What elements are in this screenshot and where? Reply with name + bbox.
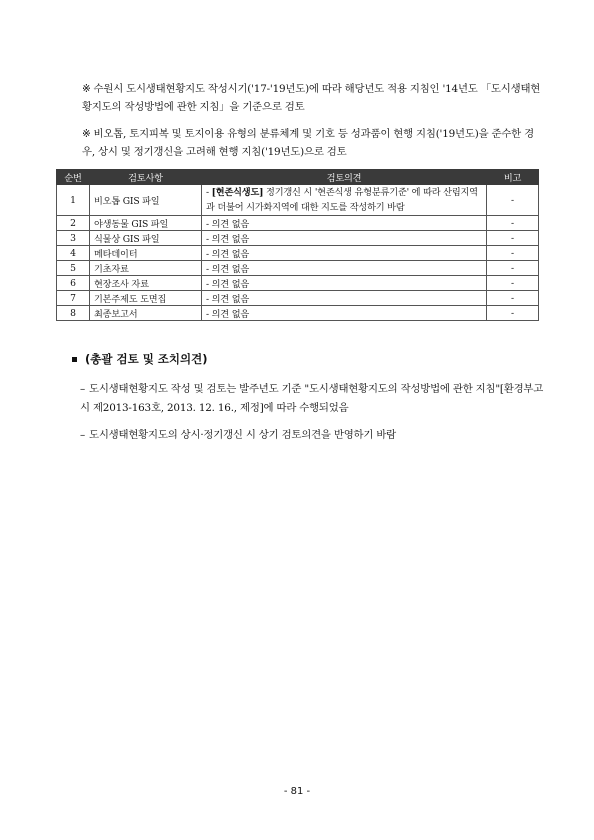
summary-item-text-1: 도시생태현황지도 작성 및 검토는 발주년도 기준 "도시생태현황지도의 작성방법에 관한 지침"[환경부고시 제2013-163호, 2013. 12. 16., 제정]에 따라 수행되었음 xyxy=(80,383,544,414)
row-note: - xyxy=(487,291,539,306)
row-number: 8 xyxy=(57,306,90,321)
row-number: 5 xyxy=(57,261,90,276)
note-paragraph-2 xyxy=(82,125,542,161)
note-text-1: 수원시 도시생태현황지도 작성시기('17-'19년도)에 따라 해당년도 적용 지침인 '14년도 「도시생태현황지도의 작성방법에 관한 지침」을 기준으로 검토 xyxy=(82,83,541,113)
dash-bullet: – xyxy=(80,383,85,395)
opinion-prefix: - xyxy=(206,187,212,198)
opinion-tag: [현존식생도] xyxy=(211,187,264,198)
table-row xyxy=(57,291,539,306)
row-item: 식물상 GIS 파일 xyxy=(90,231,202,246)
row-number: 6 xyxy=(57,276,90,291)
summary-heading-text: (총괄 검토 및 조치의견) xyxy=(85,352,208,366)
table-row xyxy=(57,216,539,231)
row-note: - xyxy=(487,216,539,231)
table-header-row xyxy=(57,170,539,185)
row-number: 3 xyxy=(57,231,90,246)
row-opinion: - 의견 없음 xyxy=(202,291,487,306)
row-opinion: - 의견 없음 xyxy=(202,216,487,231)
row-number: 7 xyxy=(57,291,90,306)
row-opinion: - 의견 없음 xyxy=(202,306,487,321)
table-row xyxy=(57,261,539,276)
review-table xyxy=(56,169,539,321)
square-bullet-icon xyxy=(72,357,77,362)
row-note: - xyxy=(487,306,539,321)
header-note: 비고 xyxy=(487,170,539,185)
table-row xyxy=(57,246,539,261)
table-row xyxy=(57,276,539,291)
row-item: 기본주제도 도면집 xyxy=(90,291,202,306)
header-no: 순번 xyxy=(57,170,90,185)
note-text-2: 비오톱, 토지피복 및 토지이용 유형의 분류체계 및 기호 등 성과품이 현행 지침('19년도)을 준수한 경우, 상시 및 정기갱신을 고려해 현행 지침('19년도)으로 검토 xyxy=(82,128,534,158)
table-row xyxy=(57,185,539,216)
row-number: 4 xyxy=(57,246,90,261)
row-opinion: - 의견 없음 xyxy=(202,276,487,291)
row-note: - xyxy=(487,276,539,291)
row-number: 1 xyxy=(57,185,90,216)
row-note: - xyxy=(487,231,539,246)
table-row xyxy=(57,231,539,246)
row-item: 야생동물 GIS 파일 xyxy=(90,216,202,231)
opinion-text: 정기갱신 시 '현존식생 유형분류기준' 에 따라 산림지역과 더불어 시가화지역에 대한 지도를 작성하기 바람 xyxy=(206,187,478,213)
reference-mark: ※ xyxy=(82,128,91,140)
row-note: - xyxy=(487,246,539,261)
row-note: - xyxy=(487,185,539,216)
summary-item-text-2: 도시생태현황지도의 상시·정기갱신 시 상기 검토의견을 반영하기 바람 xyxy=(89,429,397,441)
row-number: 2 xyxy=(57,216,90,231)
reference-mark: ※ xyxy=(82,83,91,95)
row-opinion xyxy=(202,185,487,216)
dash-bullet: – xyxy=(80,429,85,441)
row-item: 비오톱 GIS 파일 xyxy=(90,185,202,216)
row-note: - xyxy=(487,261,539,276)
row-opinion: - 의견 없음 xyxy=(202,261,487,276)
row-opinion: - 의견 없음 xyxy=(202,231,487,246)
row-item: 기초자료 xyxy=(90,261,202,276)
note-paragraph-1 xyxy=(82,80,542,116)
summary-item-1 xyxy=(80,380,550,418)
table-row xyxy=(57,306,539,321)
row-item: 현장조사 자료 xyxy=(90,276,202,291)
summary-heading xyxy=(72,351,208,367)
row-item: 메타데이터 xyxy=(90,246,202,261)
header-item: 검토사항 xyxy=(90,170,202,185)
row-item: 최종보고서 xyxy=(90,306,202,321)
page-number: - 81 - xyxy=(283,786,311,797)
row-opinion: - 의견 없음 xyxy=(202,246,487,261)
summary-item-2 xyxy=(80,426,550,445)
header-opinion: 검토의견 xyxy=(202,170,487,185)
